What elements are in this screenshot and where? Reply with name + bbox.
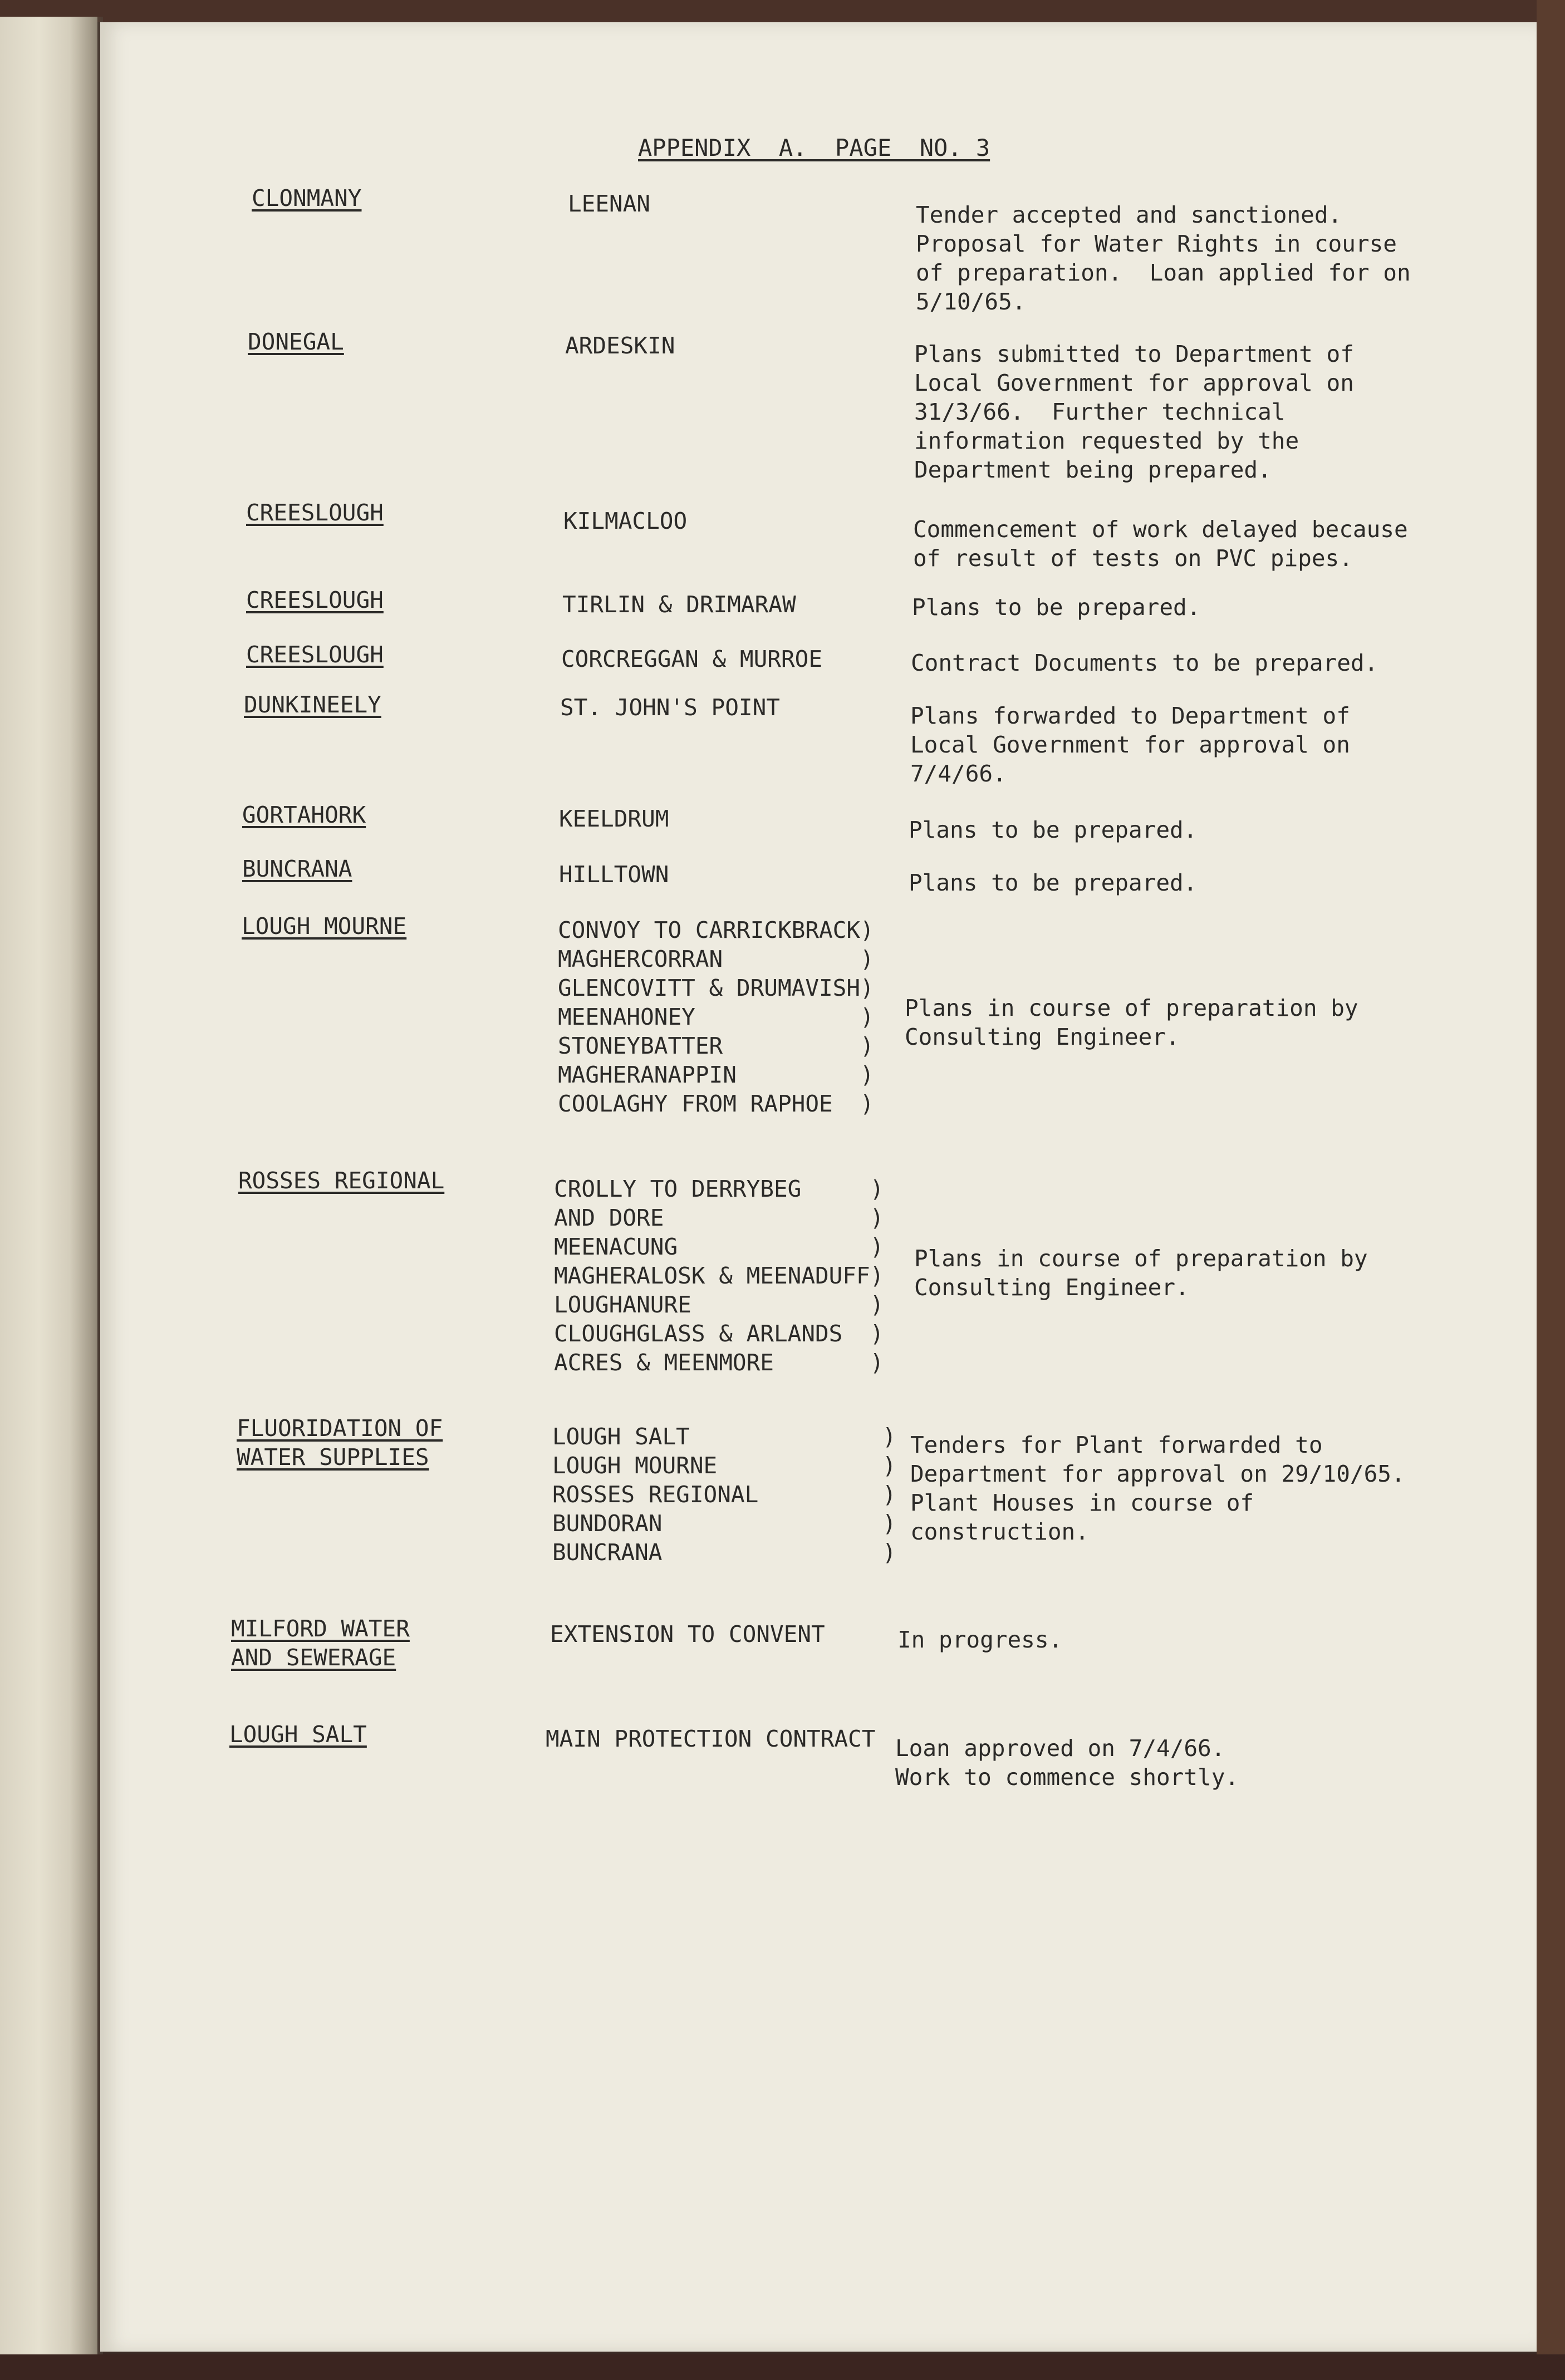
status-text: Plans to be prepared. (909, 817, 1198, 843)
status-text: Tender accepted and sanctioned. Proposal for Water Rights in course of preparation. Loan applied for on 5/10/65. (916, 201, 1411, 315)
district-name: LOUGH MOURNE (242, 913, 407, 940)
bracket-column: ) ) ) ) ) (882, 1423, 896, 1566)
status-text: Plans in course of preparation by Consulting Engineer. (905, 995, 1358, 1050)
scheme-list: CROLLY TO DERRYBEG ) AND DORE ) MEENACUNG ) MAGHERALOSK & MEENADUFF) LOUGHANURE ) CLOUGHGLASS & ARLANDS ) ACRES & MEENMORE ) (554, 1176, 884, 1376)
document-page (100, 22, 1537, 2352)
scheme-name: KILMACLOO (563, 508, 688, 534)
district-name: CREESLOUGH (246, 641, 384, 668)
district-name: LOUGH SALT (229, 1721, 367, 1748)
district-name: BUNCRANA (242, 855, 352, 882)
status-text: Plans to be prepared. (912, 594, 1201, 621)
status-text: Loan approved on 7/4/66. Work to commence shortly. (895, 1735, 1239, 1791)
district-name: ROSSES REGIONAL (238, 1167, 445, 1194)
status-text: Plans forwarded to Department of Local Government for approval on 7/4/66. (910, 702, 1350, 787)
status-text: Commencement of work delayed because of result of tests on PVC pipes. (913, 516, 1408, 572)
gutter-shadow (70, 17, 103, 2360)
binding-top (0, 0, 1565, 22)
district-name: FLUORIDATION OF WATER SUPPLIES (237, 1415, 443, 1471)
district-name: DONEGAL (248, 328, 344, 355)
binding-bottom (0, 2354, 1565, 2380)
status-text: Plans to be prepared. (909, 869, 1198, 896)
scheme-name: LEENAN (568, 190, 651, 217)
scheme-name: MAIN PROTECTION CONTRACT (546, 1725, 876, 1752)
scheme-name: ARDESKIN (565, 332, 675, 359)
district-name: MILFORD WATER AND SEWERAGE (231, 1615, 410, 1671)
status-text: In progress. (897, 1626, 1063, 1653)
scheme-list: CONVOY TO CARRICKBRACK) MAGHERCORRAN ) GLENCOVITT & DRUMAVISH) MEENAHONEY ) STONEYBATTER ) MAGHERANAPPIN ) COOLAGHY FROM RAPHOE ) (558, 917, 874, 1117)
scheme-name: TIRLIN & DRIMARAW (562, 591, 796, 618)
scheme-list: LOUGH SALT LOUGH MOURNE ROSSES REGIONAL BUNDORAN BUNCRANA (552, 1423, 759, 1566)
district-name: DUNKINEELY (244, 691, 381, 718)
district-name: CREESLOUGH (246, 499, 384, 526)
district-name: GORTAHORK (242, 801, 366, 828)
scheme-name: KEELDRUM (559, 805, 669, 832)
right-binding-edge (1537, 0, 1565, 2380)
scheme-name: ST. JOHN'S POINT (560, 694, 780, 721)
district-name: CLONMANY (252, 185, 362, 212)
page-header: APPENDIX A. PAGE NO. 3 (638, 134, 990, 161)
status-text: Plans submitted to Department of Local Government for approval on 31/3/66. Further technical information requested by the Department being prepared. (914, 341, 1354, 483)
status-text: Contract Documents to be prepared. (911, 650, 1378, 676)
district-name: CREESLOUGH (246, 587, 384, 613)
status-text: Plans in course of preparation by Consulting Engineer. (914, 1245, 1368, 1301)
scheme-name: EXTENSION TO CONVENT (550, 1621, 825, 1648)
scheme-name: HILLTOWN (559, 861, 669, 888)
scheme-name: CORCREGGAN & MURROE (561, 646, 822, 672)
status-text: Tenders for Plant forwarded to Department for approval on 29/10/65. Plant Houses in course of construction. (910, 1432, 1405, 1545)
